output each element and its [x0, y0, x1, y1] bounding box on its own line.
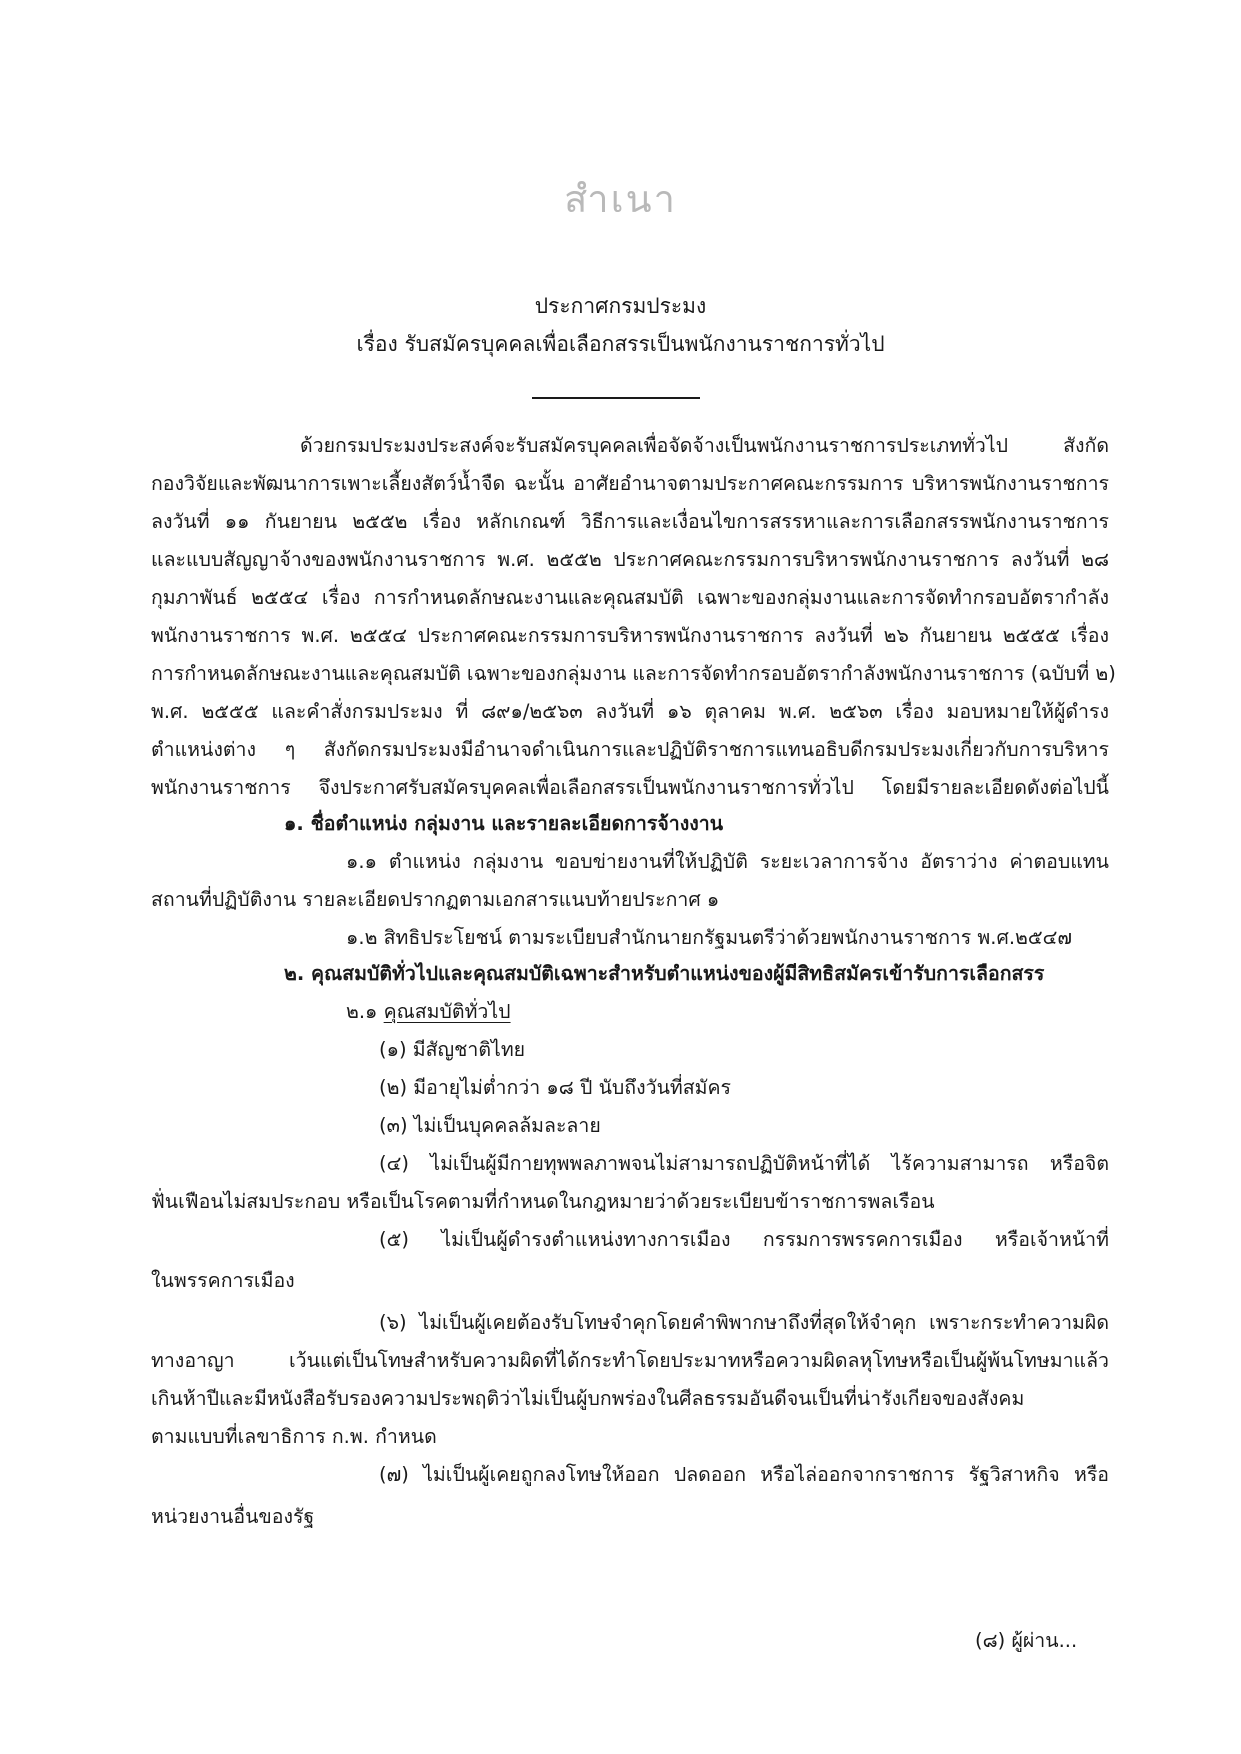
title-divider: [532, 397, 700, 399]
item-1-1-line2: สถานที่ปฏิบัติงาน รายละเอียดปรากฏตามเอกสารแนบท้ายประกาศ ๑: [151, 888, 720, 911]
subsection-2-1-label: คุณสมบัติทั่วไป: [383, 1000, 511, 1023]
qualification-item: (๖) ไม่เป็นผู้เคยต้องรับโทษจำคุกโดยคำพิพากษาถึงที่สุดให้จำคุก เพราะกระทำความผิด: [379, 1311, 1109, 1334]
qualification-item-cont: ตามแบบที่เลขาธิการ ก.พ. กำหนด: [151, 1425, 437, 1448]
intro-line: ลงวันที่ ๑๑ กันยายน ๒๕๕๒ เรื่อง หลักเกณฑ์ วิธีการและเงื่อนไขการสรรหาและการเลือกสรรพนักงานราชการ: [151, 510, 1109, 533]
section-2-heading: ๒. คุณสมบัติทั่วไปและคุณสมบัติเฉพาะสำหรับตำแหน่งของผู้มีสิทธิสมัครเข้ารับการเลือกสรร: [284, 962, 1045, 985]
intro-line: ด้วยกรมประมงประสงค์จะรับสมัครบุคคลเพื่อจัดจ้างเป็นพนักงานราชการประเภททั่วไป สังกัด: [300, 434, 1109, 457]
qualification-item-cont: ฟั่นเฟือนไม่สมประกอบ หรือเป็นโรคตามที่กำหนดในกฎหมายว่าด้วยระเบียบข้าราชการพลเรือน: [151, 1190, 935, 1213]
qualification-item-cont: หน่วยงานอื่นของรัฐ: [151, 1505, 315, 1528]
announcement-subject: เรื่อง รับสมัครบุคคลเพื่อเลือกสรรเป็นพนักงานราชการทั่วไป: [356, 332, 885, 356]
qualification-item: (๓) ไม่เป็นบุคคลล้มละลาย: [379, 1114, 601, 1137]
subsection-2-1-number: ๒.๑: [346, 1000, 378, 1023]
qualification-item-cont: เกินห้าปีและมีหนังสือรับรองความประพฤติว่าไม่เป็นผู้บกพร่องในศีลธรรมอันดีจนเป็นที่น่ารังเกียจของสังคม: [151, 1387, 1025, 1410]
continuation-marker: (๘) ผู้ผ่าน...: [975, 1629, 1078, 1652]
intro-line: ตำแหน่งต่าง ๆ สังกัดกรมประมงมีอำนาจดำเนินการและปฏิบัติราชการแทนอธิบดีกรมประมงเกี่ยวกับการบริหาร: [151, 738, 1109, 761]
intro-line: และแบบสัญญาจ้างของพนักงานราชการ พ.ศ. ๒๕๕๒ ประกาศคณะกรรมการบริหารพนักงานราชการ ลงวันที่ ๒๘: [151, 548, 1109, 571]
intro-line: พนักงานราชการ จึงประกาศรับสมัครบุคคลเพื่อเลือกสรรเป็นพนักงานราชการทั่วไป โดยมีรายละเอียดดังต่อไปนี้: [151, 776, 1109, 799]
intro-line: การกำหนดลักษณะงานและคุณสมบัติ เฉพาะของกลุ่มงาน และการจัดทำกรอบอัตรากำลังพนักงานราชการ (ฉบับที่ ๒): [151, 662, 1116, 685]
qualification-item: (๒) มีอายุไม่ต่ำกว่า ๑๘ ปี นับถึงวันที่สมัคร: [379, 1076, 732, 1099]
qualification-item: (๔) ไม่เป็นผู้มีกายทุพพลภาพจนไม่สามารถปฏิบัติหน้าที่ได้ ไร้ความสามารถ หรือจิต: [379, 1152, 1109, 1175]
qualification-item: (๕) ไม่เป็นผู้ดำรงตำแหน่งทางการเมือง กรรมการพรรคการเมือง หรือเจ้าหน้าที่: [379, 1228, 1109, 1251]
intro-line: พ.ศ. ๒๕๕๕ และคำสั่งกรมประมง ที่ ๘๙๑/๒๕๖๓ ลงวันที่ ๑๖ ตุลาคม พ.ศ. ๒๕๖๓ เรื่อง มอบหมายให้ผู้ดำรง: [151, 700, 1109, 723]
announcement-title: ประกาศกรมประมง: [534, 294, 707, 318]
intro-line: กุมภาพันธ์ ๒๕๕๔ เรื่อง การกำหนดลักษณะงานและคุณสมบัติ เฉพาะของกลุ่มงานและการจัดทำกรอบอัตรากำลัง: [151, 586, 1109, 609]
item-1-2: ๑.๒ สิทธิประโยชน์ ตามระเบียบสำนักนายกรัฐมนตรีว่าด้วยพนักงานราชการ พ.ศ.๒๕๔๗: [346, 926, 1073, 949]
copy-stamp: สำเนา: [564, 177, 677, 221]
qualification-item: (๑) มีสัญชาติไทย: [379, 1038, 526, 1061]
item-1-1-line1: ๑.๑ ตำแหน่ง กลุ่มงาน ขอบข่ายงานที่ให้ปฏิบัติ ระยะเวลาการจ้าง อัตราว่าง ค่าตอบแทน: [346, 850, 1109, 873]
intro-line: กองวิจัยและพัฒนาการเพาะเลี้ยงสัตว์น้ำจืด ฉะนั้น อาศัยอำนาจตามประกาศคณะกรรมการ บริหารพนักงานราชการ: [151, 472, 1109, 495]
qualification-item-cont: ในพรรคการเมือง: [151, 1269, 295, 1292]
intro-line: พนักงานราชการ พ.ศ. ๒๕๕๔ ประกาศคณะกรรมการบริหารพนักงานราชการ ลงวันที่ ๒๖ กันยายน ๒๕๕๕ เรื่อง: [151, 624, 1109, 647]
section-1-heading: ๑. ชื่อตำแหน่ง กลุ่มงาน และรายละเอียดการจ้างงาน: [284, 812, 724, 835]
qualification-item: (๗) ไม่เป็นผู้เคยถูกลงโทษให้ออก ปลดออก หรือไล่ออกจากราชการ รัฐวิสาหกิจ หรือ: [379, 1463, 1109, 1486]
qualification-item-cont: ทางอาญา เว้นแต่เป็นโทษสำหรับความผิดที่ได้กระทำโดยประมาทหรือความผิดลหุโทษหรือเป็นผู้พ้นโทษมาแล้ว: [151, 1349, 1109, 1372]
subsection-2-1: [346, 996, 511, 1027]
